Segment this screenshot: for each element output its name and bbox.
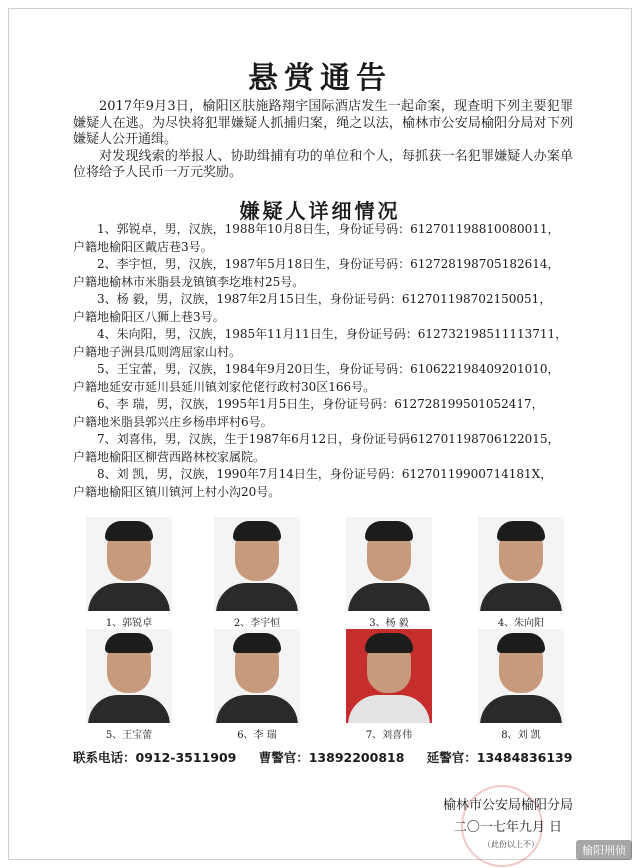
suspect-address: 户籍地榆阳区柳营西路林校家属院。	[73, 449, 266, 464]
suspect-info: 4、朱向阳，男，汉族，1985年11月11日生，身份证号码：612732198511113711，	[97, 327, 568, 341]
notice-title: 悬赏通告	[248, 61, 392, 96]
photo-caption: 4、朱向阳	[497, 618, 545, 629]
suspect-photo	[81, 517, 177, 629]
portrait-image	[214, 517, 300, 611]
issue-date: 二〇一七年九月 日	[453, 820, 563, 835]
suspect-address: 户籍地子洲县瓜则湾屈家山村。	[73, 344, 242, 359]
notice-page	[8, 8, 632, 860]
intro-paragraph-1: 2017年9月3日，榆阳区肤施路翔宇国际酒店发生一起命案，现查明下列主要犯罪嫌疑人在逃。为尽快将犯罪嫌疑人抓捕归案，绳之以法，榆林市公安局榆阳分局对下列嫌疑人公开通缉。	[73, 99, 573, 147]
photo-caption: 6、李 瑞	[237, 730, 277, 741]
suspect-entry	[73, 396, 593, 431]
issuer-name: 榆林市公安局榆阳分局	[442, 798, 573, 813]
photo-caption: 1、郭锐卓	[105, 618, 153, 629]
suspect-entry	[73, 221, 593, 256]
suspect-address: 户籍地榆阳区镇川镇河上村小沟20号。	[73, 484, 281, 499]
suspects-subtitle: 嫌疑人详细情况	[239, 199, 401, 223]
suspect-info: 3、杨 毅，男，汉族，1987年2月15日生，身份证号码：612701198702150051，	[97, 292, 552, 306]
watermark-logo: 榆阳刑侦	[576, 840, 632, 860]
suspect-entry	[73, 256, 593, 291]
portrait-image	[214, 629, 300, 723]
suspect-entry	[73, 326, 593, 361]
suspect-photo	[341, 517, 437, 629]
photo-caption: 2、李宇恒	[233, 618, 281, 629]
suspect-address: 户籍地榆阳区八狮上巷3号。	[73, 309, 225, 324]
suspect-photo	[81, 629, 177, 741]
suspect-photo	[473, 629, 569, 741]
suspect-entry	[73, 431, 593, 466]
contact-phone: 联系电话：0912-3511909	[73, 750, 237, 765]
portrait-image	[346, 517, 432, 611]
contact-officer-cao: 曹警官：13892200818	[258, 750, 405, 765]
suspect-list	[73, 221, 593, 501]
suspect-photo	[341, 629, 437, 741]
portrait-image	[346, 629, 432, 723]
issuer-block	[443, 795, 573, 839]
intro-paragraph-2: 对发现线索的举报人、协助缉捕有功的单位和个人，每抓获一名犯罪嫌疑人办案单位将给予人民币一万元奖励。	[73, 148, 573, 180]
suspect-info: 1、郭锐卓，男，汉族，1988年10月8日生，身份证号码：612701198810080011，	[97, 222, 560, 236]
photo-caption: 5、王宝蕾	[105, 730, 153, 741]
suspect-address: 户籍地米脂县郭兴庄乡杨串坪村6号。	[73, 414, 273, 429]
suspect-photo	[473, 517, 569, 629]
contact-officer-yan: 延警官：13484836139	[426, 750, 573, 765]
suspect-info: 2、李宇恒，男，汉族，1987年5月18日生，身份证号码：612728198705182614，	[97, 257, 560, 271]
suspect-info: 6、李 瑞，男，汉族，1995年1月5日生，身份证号码：612728199501052417，	[97, 397, 544, 411]
portrait-image	[478, 629, 564, 723]
suspect-info: 7、刘喜伟，男，汉族，生于1987年6月12日，身份证号码612701198706122015，	[97, 432, 560, 446]
photo-caption: 3、杨 毅	[369, 618, 409, 629]
photo-caption: 7、刘喜伟	[365, 730, 413, 741]
suspect-info: 8、刘 凯，男，汉族，1990年7月14日生，身份证号码：61270119900714181X，	[97, 467, 553, 481]
suspect-entry	[73, 466, 593, 501]
photo-caption: 8、刘 凯	[501, 730, 541, 741]
intro-text	[73, 99, 573, 182]
contact-info	[73, 748, 593, 766]
portrait-image	[86, 629, 172, 723]
suspect-entry	[73, 291, 593, 326]
suspect-info: 5、王宝蕾，男，汉族，1984年9月20日生，身份证号码：610622198409201010，	[97, 362, 560, 376]
suspect-photo	[209, 517, 305, 629]
footnote: （此份以上不）	[483, 840, 539, 849]
suspect-address: 户籍地榆阳区戴店巷3号。	[73, 239, 213, 254]
suspect-address: 户籍地榆林市米脂县龙镇镇李圪堆村25号。	[73, 274, 305, 289]
suspect-entry	[73, 361, 593, 396]
suspect-photo	[209, 629, 305, 741]
portrait-image	[86, 517, 172, 611]
portrait-image	[478, 517, 564, 611]
suspect-address: 户籍地延安市延川县延川镇刘家佗佬行政村30区166号。	[73, 379, 376, 394]
